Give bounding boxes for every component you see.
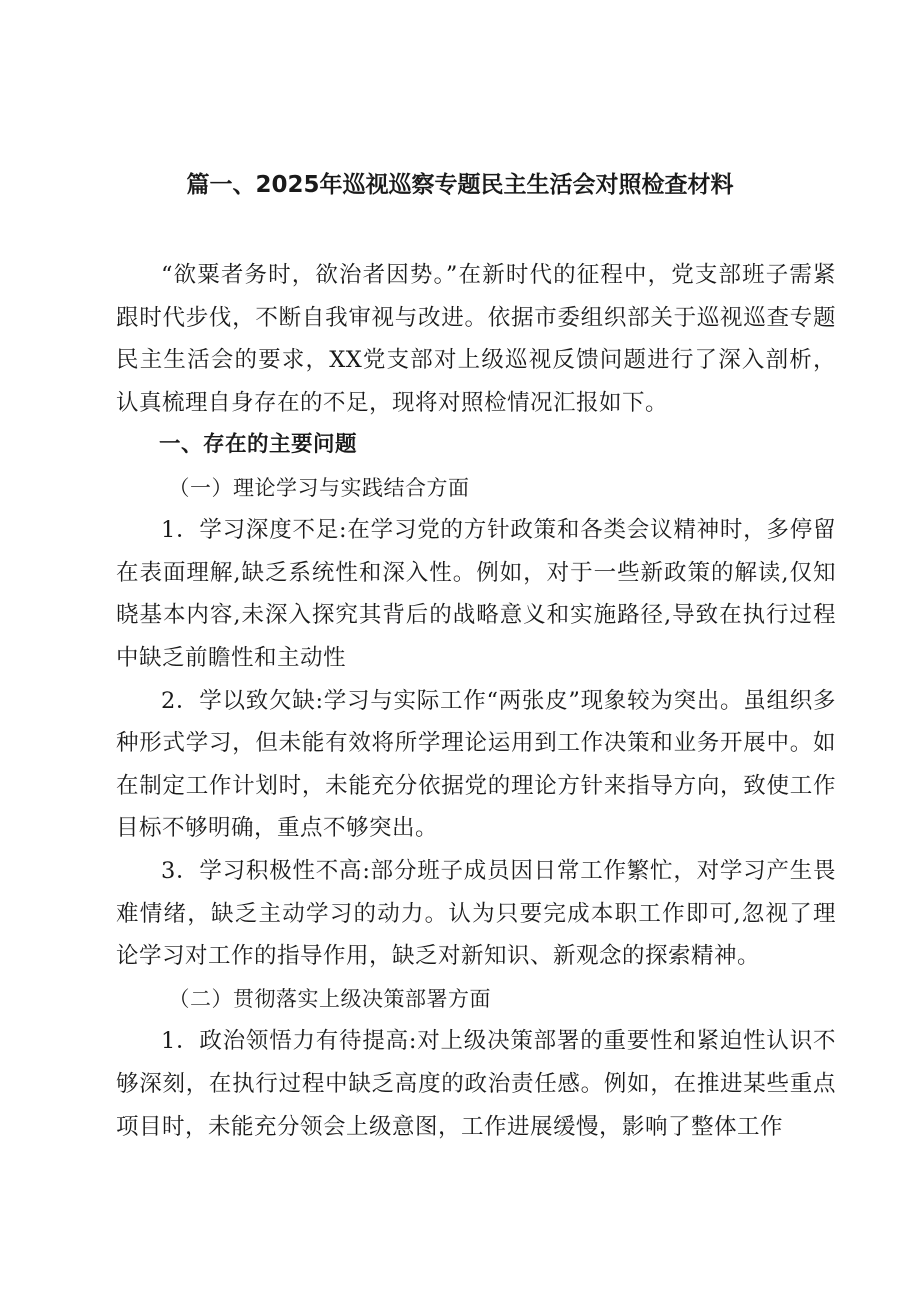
intro-block [116,254,836,424]
section-1 [116,424,836,1148]
subsection-1-item-3: 3．学习积极性不高:部分班子成员因日常工作繁忙，对学习产生畏难情绪，缺乏主动学习的动力。认为只要完成本职工作即可,忽视了理论学习对工作的指导作用，缺乏对新知识、新观念的探索精神。 [116,857,836,970]
subsection-2-heading: （二）贯彻落实上级决策部署方面 [168,986,491,1011]
subsection-1-item-1: 1．学习深度不足:在学习党的方针政策和各类会议精神时，多停留在表面理解,缺乏系统性和深入性。例如，对于一些新政策的解读,仅知晓基本内容,未深入探究其背后的战略意义和实施路径,导致在执行过程中缺乏前瞻性和主动性 [116,517,836,671]
subsection-1-item-2: 2．学以致欠缺:学习与实际工作“两张皮”现象较为突出。虽组织多种形式学习，但未能有效将所学理论运用到工作决策和业务开展中。如在制定工作计划时，未能充分依据党的理论方针来指导方向，致使工作目标不够明确，重点不够突出。 [116,687,836,842]
document-title: 篇一、2025年巡视巡察专题民主生活会对照检查材料 [186,172,734,198]
section-1-heading: 一、存在的主要问题 [159,432,358,457]
intro-paragraph: “欲粟者务时，欲治者因势。”在新时代的征程中，党支部班子需紧跟时代步伐，不断自我审视与改进。依据市委组织部关于巡视巡查专题民主生活会的要求，XX党支部对上级巡视反馈问题进行了深入剖析，认真梳理自身存在的不足，现将对照检情况汇报如下。 [116,262,836,416]
subsection-2-item-1: 1．政治领悟力有待提高:对上级决策部署的重要性和紧迫性认识不够深刻，在执行过程中缺乏高度的政治责任感。例如，在推进某些重点项目时，未能充分领会上级意图，工作进展缓慢，影响了整体工作 [116,1028,836,1140]
subsection-1-heading: （一）理论学习与实践结合方面 [168,475,470,500]
